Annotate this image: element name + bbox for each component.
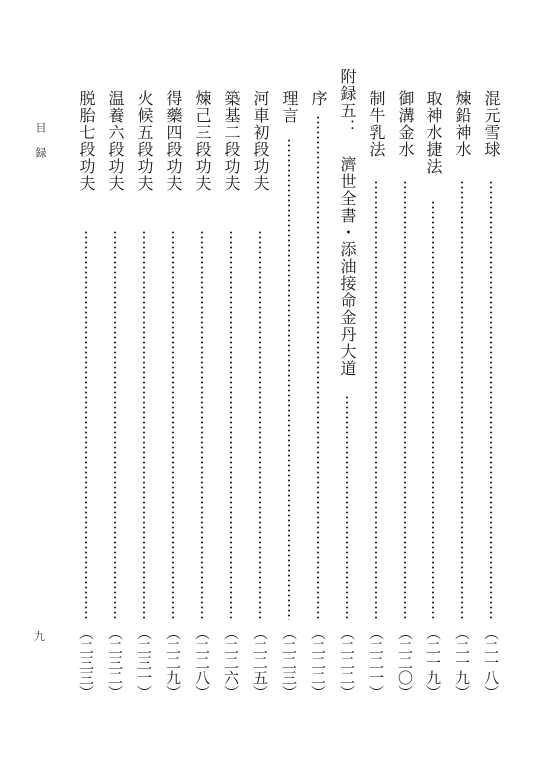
toc-title: 河車初段功夫 — [251, 90, 270, 192]
toc-page-number: （二一八） — [482, 625, 500, 700]
toc-title: 制牛乳法 — [367, 90, 386, 158]
leader-dots — [201, 230, 203, 620]
leader-dots — [230, 230, 232, 620]
toc-title: 脱胎七段功夫 — [77, 90, 96, 192]
toc-page-number: （二二三） — [280, 625, 298, 700]
toc-page-number: （二二八） — [193, 625, 211, 700]
toc-title: 火候五段功夫 — [135, 90, 154, 192]
leader-dots — [375, 180, 377, 620]
toc-title: 煉己三段功夫 — [193, 90, 212, 192]
running-head: 目録 — [34, 122, 47, 172]
toc-page-number: （二二一） — [367, 625, 385, 700]
leader-dots — [172, 230, 174, 620]
toc-page-number: （二二〇） — [396, 625, 414, 700]
leader-dots — [143, 230, 145, 620]
leader-dots — [346, 395, 348, 620]
toc-page-number: （二二六） — [222, 625, 240, 700]
toc-title: 温養六段功夫 — [106, 90, 125, 192]
toc-column-11 — [191, 0, 213, 759]
toc-page-number: （二二五） — [251, 625, 269, 700]
toc-column-15 — [75, 0, 97, 759]
leader-dots — [85, 230, 87, 620]
toc-column-3 — [422, 0, 444, 759]
toc-title: 築基二段功夫 — [222, 90, 241, 192]
leader-dots — [288, 138, 290, 620]
toc-page-number: （二二二） — [338, 625, 356, 700]
toc-page-number: （二三二） — [106, 625, 124, 700]
leader-dots — [461, 180, 463, 620]
toc-column-13 — [133, 0, 155, 759]
leader-dots — [490, 180, 492, 620]
toc-title: 附録五： 濟世全書・添油接命金丹大道 — [338, 68, 357, 377]
toc-column-5 — [365, 0, 387, 759]
toc-column-10 — [220, 0, 242, 759]
toc-column-8 — [278, 0, 300, 759]
leader-dots — [432, 200, 434, 620]
toc-page-number: （二一九） — [424, 625, 442, 700]
leader-dots — [317, 115, 319, 620]
toc-title: 理言 — [280, 90, 299, 124]
leader-dots — [114, 230, 116, 620]
toc-page-number: （二三一） — [135, 625, 153, 700]
toc-title: 混元雪球 — [482, 90, 501, 158]
toc-page-number: （二二二） — [309, 625, 327, 700]
toc-title: 煉鉛神水 — [453, 90, 472, 158]
toc-column-4 — [394, 0, 416, 759]
toc-page-number: （二二九） — [164, 625, 182, 700]
leader-dots — [259, 230, 261, 620]
toc-page-number: （二三三） — [77, 625, 95, 700]
toc-column-12 — [162, 0, 184, 759]
toc-title: 御溝金水 — [396, 90, 415, 158]
toc-title: 取神水捷法 — [424, 90, 443, 175]
toc-title: 序 — [309, 90, 328, 107]
toc-page-number: （二一九） — [453, 625, 471, 700]
toc-column-6 — [336, 0, 358, 759]
toc-column-1 — [480, 0, 502, 759]
leader-dots — [404, 180, 406, 620]
toc-column-9 — [249, 0, 271, 759]
toc-title: 得藥四段功夫 — [164, 90, 183, 192]
folio: 九 — [34, 630, 45, 643]
toc-column-2 — [451, 0, 473, 759]
toc-column-7 — [307, 0, 329, 759]
toc-column-14 — [104, 0, 126, 759]
